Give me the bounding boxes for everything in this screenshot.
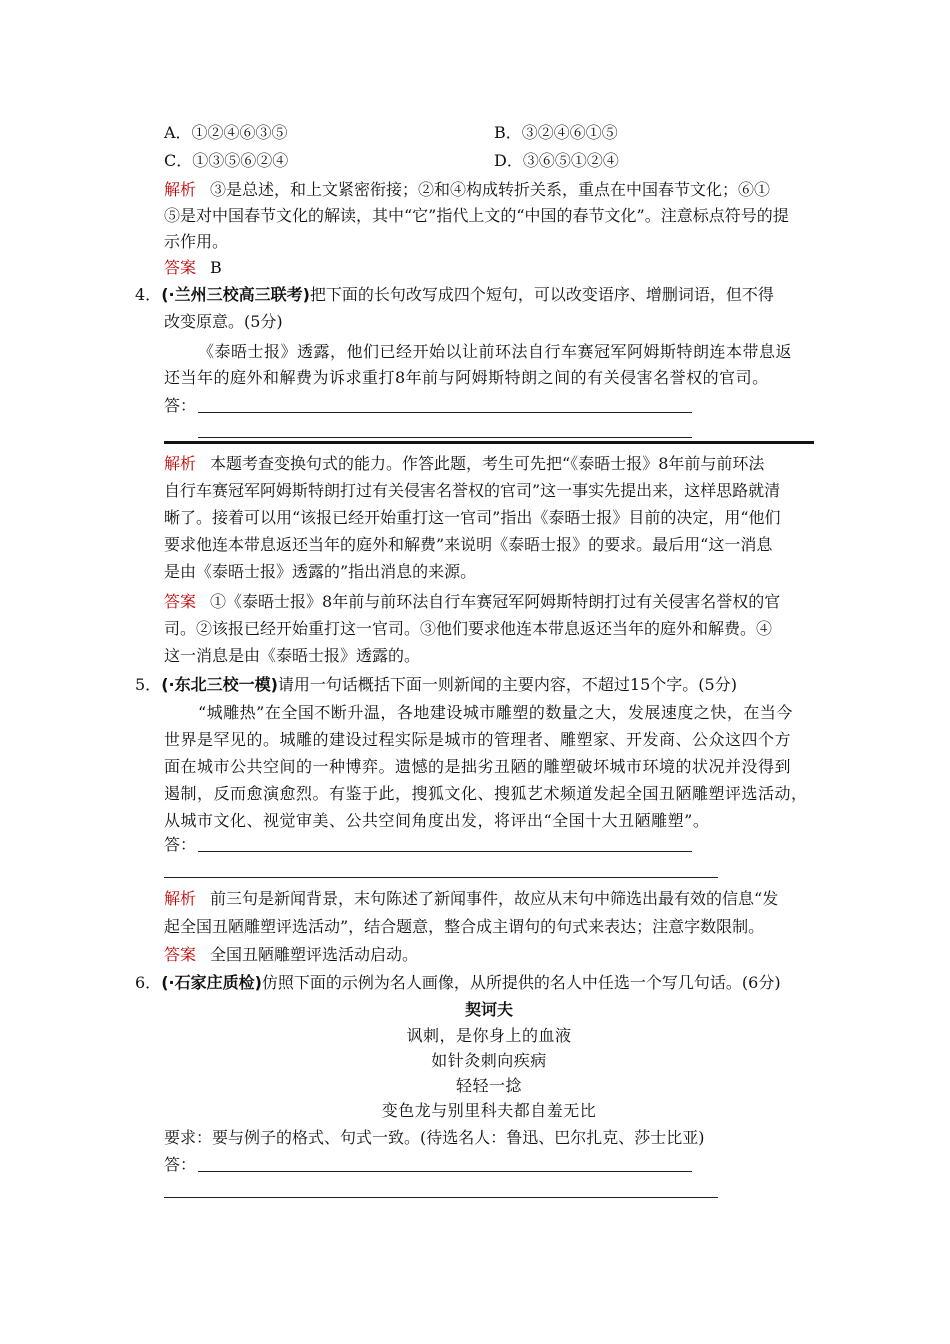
q4-stem-line: 改变原意。(5分) xyxy=(164,312,283,331)
q4-passage-line: 《泰晤士报》透露，他们已经开始以让前环法自行车赛冠军阿姆斯特朗连本带息返 xyxy=(198,342,793,361)
option-c: C．①③⑤⑥②④ xyxy=(164,151,289,170)
q5-answer: 答案 全国丑陋雕塑评选活动启动。 xyxy=(164,945,419,964)
analysis-label: 解析 xyxy=(164,454,197,473)
answer-blank-line[interactable] xyxy=(198,412,692,413)
answer-label: 答案 xyxy=(164,258,197,277)
q4-answer-line: 答案 ①《泰晤士报》8年前与前环法自行车赛冠军阿姆斯特朗打过有关侵害名誉权的官 xyxy=(164,592,781,611)
poem-line: 讽刺，是你身上的血液 xyxy=(406,1026,572,1045)
q4-passage-line: 还当年的庭外和解费为诉求重打8年前与阿姆斯特朗之间的有关侵害名誉权的官司。 xyxy=(164,368,769,387)
q5-analysis-line: 解析 前三句是新闻背景，末句陈述了新闻事件，故应从末句中筛选出最有效的信息“发 xyxy=(164,889,779,908)
q4-analysis-line: 是由《泰晤士报》透露的”指出消息的来源。 xyxy=(164,562,477,581)
q4-analysis-line: 要求他连本带息返还当年的庭外和解费”来说明《泰晤士报》的要求。最后用“这一消息 xyxy=(164,535,773,554)
option-a: A．①②④⑥③⑤ xyxy=(164,123,288,142)
analysis-label: 解析 xyxy=(164,180,197,199)
q5-passage-line: 世界是罕见的。城雕的建设过程实际是城市的管理者、雕塑家、开发商、公众这四个方 xyxy=(164,730,792,749)
answer-blank-line[interactable] xyxy=(198,851,692,852)
q3-analysis-line: ⑤是对中国春节文化的解读，其中“它”指代上文的“中国的春节文化”。注意标点符号的提 xyxy=(164,206,789,225)
q5-stem: 5．(·东北三校一模)请用一句话概括下面一则新闻的主要内容，不超过15个字。(5分) xyxy=(135,675,737,694)
analysis-label: 解析 xyxy=(164,889,197,908)
q4-source: (·兰州三校高三联考) xyxy=(161,285,310,304)
q3-analysis-line: 解析 ③是总述，和上文紧密衔接；②和④构成转折关系，重点在中国春节文化；⑥① xyxy=(164,180,771,199)
q6-answer-prompt: 答： xyxy=(164,1155,197,1174)
q3-analysis-line: 示作用。 xyxy=(164,232,229,251)
answer-label: 答案 xyxy=(164,945,197,964)
poem-title: 契诃夫 xyxy=(464,1000,513,1019)
q5-passage-line: 面在城市公共空间的一种博弈。遗憾的是拙劣丑陋的雕塑破坏城市环境的状况并没得到 xyxy=(164,757,792,776)
answer-blank-line[interactable] xyxy=(164,1197,718,1198)
q4-analysis-line: 解析 本题考查变换句式的能力。作答此题，考生可先把“《泰晤士报》8年前与前环法 xyxy=(164,454,765,473)
answer-label: 答案 xyxy=(164,592,197,611)
option-b: B．③②④⑥①⑤ xyxy=(494,123,618,142)
q5-passage-line: 遏制，反而愈演愈烈。有鉴于此，搜狐文化、搜狐艺术频道发起全国丑陋雕塑评选活动， xyxy=(164,784,808,803)
q5-passage-line: 从城市文化、视觉审美、公共空间角度出发，将评出“全国十大丑陋雕塑”。 xyxy=(164,811,710,830)
q6-source: (·石家庄质检) xyxy=(161,973,262,992)
poem-line: 如针灸刺向疾病 xyxy=(431,1051,547,1070)
q4-analysis-line: 晰了。接着可以用“该报已经开始重打这一官司”指出《泰晤士报》目前的决定，用“他们 xyxy=(164,508,781,527)
q4-analysis-line: 自行车赛冠军阿姆斯特朗打过有关侵害名誉权的官司”这一事实先提出来，这样思路就清 xyxy=(164,481,781,500)
q5-answer-prompt: 答： xyxy=(164,835,197,854)
poem-line: 变色龙与别里科夫都自羞无比 xyxy=(381,1101,597,1120)
q6-requirement: 要求：要与例子的格式、句式一致。(待选名人：鲁迅、巴尔扎克、莎士比亚) xyxy=(164,1128,705,1147)
q4-stem: 4．(·兰州三校高三联考)把下面的长句改写成四个短句，可以改变语序、增删词语，但不得 xyxy=(135,285,774,304)
q4-answer-line: 司。②该报已经开始重打这一官司。③他们要求他连本带息返还当年的庭外和解费。④ xyxy=(164,619,773,638)
answer-blank-line[interactable] xyxy=(198,437,692,438)
q5-source: (·东北三校一模) xyxy=(161,675,278,694)
answer-blank-line[interactable] xyxy=(164,877,718,878)
poem-line: 轻轻一捻 xyxy=(455,1076,522,1095)
q4-answer-line: 这一消息是由《泰晤士报》透露的。 xyxy=(164,646,421,665)
option-d: D．③⑥⑤①②④ xyxy=(494,151,619,170)
q3-answer: 答案 B xyxy=(164,258,222,277)
section-divider xyxy=(164,441,814,444)
q4-answer-prompt: 答： xyxy=(164,396,197,415)
q5-analysis-line: 起全国丑陋雕塑评选活动”，结合题意，整合成主谓句的句式来表达；注意字数限制。 xyxy=(164,917,765,936)
answer-blank-line[interactable] xyxy=(198,1171,692,1172)
q6-stem: 6．(·石家庄质检)仿照下面的示例为名人画像，从所提供的名人中任选一个写几句话。(6分) xyxy=(135,973,781,992)
q5-passage-line: “城雕热”在全国不断升温，各地建设城市雕塑的数量之大，发展速度之快，在当今 xyxy=(198,703,793,722)
